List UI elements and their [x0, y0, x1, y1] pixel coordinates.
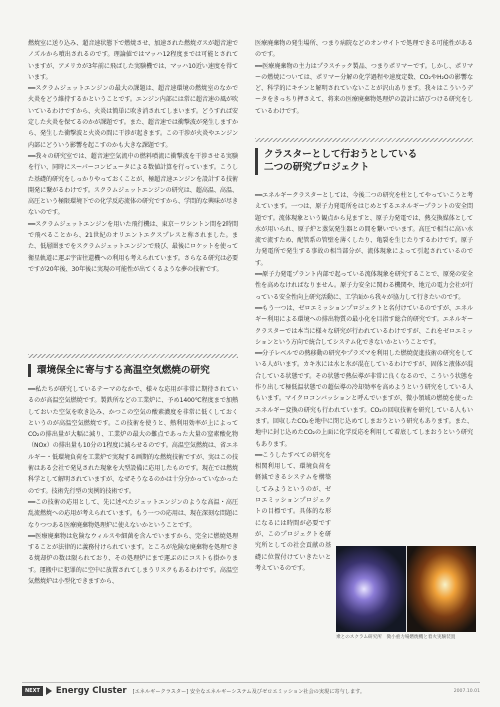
section-title-line1: クラスターとして行おうとしている [264, 149, 418, 160]
paragraph: ━━我々の研究室では、超音速空気流中の燃料噴流に衝撃波を干渉させる実験を行い、同時にスーパーコンピュータによる数値計算を行っています。こうした基礎的研究をしっかりやっておくことが、極超音速エンジンを設計する技術開発に繋がるわけです。スクラムジェットエンジンの研究は、超高温、高温、高圧という極限環境下での化学反応流体の研究ですから、学問的な興味が尽きないのです。 [28, 152, 238, 217]
section-heading-cluster [255, 138, 473, 175]
paragraph: ━━この技術の応用として、先に述べたジェットエンジンのような高温・高圧乱流燃焼への応用が考えられています。もう一つの応用は、現在深刻な問題になりつつある医療廃棄物処理炉に使えないかということです。 [28, 498, 238, 529]
left-column-top [28, 38, 238, 275]
paragraph: 医療廃棄物の発生場所、つまり病院などのオンサイトで処理できる可能性があるのです。 [255, 40, 473, 59]
paragraph: ━━こうしたすべての研究を相関利用して、環境負荷を軽減できるシステムを構築してみようというのが、ゼロエミッションプロジェクトの目標です。具体的な形になるには時間が必要ですが、このプロジェクトを研究所としての社会貢献の基礎に位置付けていきたいと考えているのです。 [255, 451, 331, 572]
right-column-bottom [255, 190, 473, 574]
photo-caption: 乗とのスクラム研究所 微小重力場燃焼機と着火実験装置 [336, 635, 456, 640]
footer-title: Energy Cluster [55, 686, 127, 696]
section-heading-environment [28, 354, 238, 377]
right-column-top [255, 38, 473, 117]
paragraph: ━━医療廃棄物は危険なウィルスや細菌を含んでいますから、完全に燃焼処理することが法律的に義務付けられています。ところが危険な廃棄物を処理できる焼却炉の数は限られており、その処理炉にまで運ぶのにコストも掛かります。運搬中に犯罪的に空中に放置されてしまうリスクもあるわけです。高温空気燃焼炉は小型化できますから、 [28, 532, 238, 586]
next-badge: NEXT [22, 686, 43, 696]
arrow-right-icon [46, 687, 52, 695]
heading-rule [255, 138, 473, 142]
paragraph: ━━医療廃棄物の主力はプラスチック製品、つまりポリマーです。しかし、ポリマーの燃焼については、ポリマー分解の化学過程や速度定数、CO₂やH₂Oの影響など、科学的にキチンと解明されていないことが沢山あります。我々はこういうデータをきっちり押さえて、将来の医療廃棄物処理炉の設計に結びつける研究をしているわけです。 [255, 62, 473, 115]
footer [22, 684, 480, 698]
paragraph: ━━分子レベルでの熱移動の研究やプラズマを利用した燃焼促進技術の研究をしている人がいます。カキ氷には水と氷が混在しているわけですが、固体と液体が混合している状態です。その状態で熱伝導が非常に良くなるので、こういう状態を作り出して極低温状態での超伝導の冷却効率を高めようという研究をしている人もいます。マイクロコンバッションと呼んでいますが、微小領域の燃焼を使ったエネルギー変換の研究も行われています。CO₂の回収技術を研究している人もいます。回収したCO₂を地中に閉じ込めてしまおうという研究もあります。また、地中に封じ込めたCO₂の上面に化学反応を利用して着底してしまおうという研究もあります。 [255, 350, 473, 448]
left-column-bottom [28, 384, 238, 587]
paragraph: ━━もう一つは、ゼロエミッションプロジェクトと名付けているのですが、エネルギー利用による環境への排出物質の最小化を目指す総合的研究です。エネルギークラスターでは本当に様々な研究が行われているわけですが、これをゼロエミッションという方向で統合してシステム化できないかということです。 [255, 304, 473, 346]
flame-image-left [336, 546, 406, 632]
flame-photo [336, 546, 476, 632]
flame-image-right [407, 546, 476, 632]
footer-date: 2007.10.01 [453, 688, 480, 694]
footer-subtitle: [エネルギークラスター] 安全なエネルギーシステム及びゼロエミッション社会の実現に寄与します。 [132, 688, 366, 695]
paragraph: ━━エネルギークラスターとしては、今後二つの研究を柱としてやっていこうと考えています。一つは、原子力発電所をはじめとするエネルギープラントの安全問題です。流体現象という観点から見ますと、原子力発電では、熱交換媒体として水が用いられ、原子炉と蒸気発生器との間を繋いでいます。高圧で相当に高い水流で流すため、配管系の管壁を薄くしたり、亀裂を生じたりするわけです。原子力発電所で発生する事故の相当部分が、流体現象によって引起されているのです。 [255, 192, 473, 267]
paragraph: ━━原子力発電プラント内部で起っている流体現象を研究することで、原発の安全性を高めなければなりません。原子力安全に関わる機関や、地元の電力会社が行っている安全性向上研究活動に、工学面から我々が協力して行きたいのです。 [255, 271, 473, 301]
paragraph: ━━スクラムジェットエンジンを用いた飛行機は、東京－ワシントン間を2時間で飛べることから、21世紀のオリエントエクスプレスと称されました。また、低層圏までをスクラムジェットエンジンで飛び、最後にロケットを使って衛星軌道に運ぶ宇宙往還機への利用も考えられています。さらなる研究は必要ですが20年後、30年後に実現の可能性が出てくるような夢の技術です。 [28, 220, 238, 273]
heading-rule [28, 354, 238, 358]
paragraph: ━━私たちが研究しているテーマのなかで、様々な応用が非常に期待されているのが高温空気燃焼です。製鉄所などの工業炉に、予め1400℃程度まで加熱しておいた空気を吹き込み、かつこの空気の酸素濃度を非常に低くしておくというのが高温空気燃焼です。この技術を使うと、熱利用効率が上によってCO₂の排出量が大幅に減り、工業炉の最大の難点であった大量の窒素酸化物（NOx）の排出量も10分の1程度に減らせるのです。高温空気燃焼は、省エネルギー・低環境負荷を工業炉で実現する画期的な燃焼技術ですが、実はこの技術はある会社で発見された現象を大型設備に応用したものです。現在では燃焼科学として解明されていますが、なぜそうなるのかは十分分かっていなかったのです。技術先行型の実例的技術です。 [28, 386, 238, 495]
heading-bar [28, 364, 31, 377]
heading-bar [255, 148, 258, 175]
footer-rule [22, 682, 480, 683]
section-title: 環境保全に寄与する高温空気燃焼の研究 [37, 365, 210, 376]
paragraph: 燃焼室に送り込み、超音速状態下で燃焼させ、加速された燃焼ガスが超音速でノズルから噴出されるのです。理論値ではマッハ12程度までは可能とされていますが、アメリカが3年前に飛ばした実験機では、マッハ10近い速度を得ています。 [28, 40, 238, 81]
section-title-line2: 二つの研究プロジェクト [264, 162, 370, 173]
paragraph: ━━スクラムジェットエンジンの最大の課題は、超音速環境の燃焼室のなかで火炎をどう維持するかということです。エンジン内部には常に超音速の風が吹いているわけですから、火炎は簡単に吹き消されてしまいます。どうすれば安定した火炎を保てるのかが課題です。また、超音速では衝撃波が発生しますから、発生した衝撃波と火炎の間に干渉が起きます。この干渉が火炎やエンジン内部にどういう影響を起こすのかも大きな課題です。 [28, 85, 238, 149]
